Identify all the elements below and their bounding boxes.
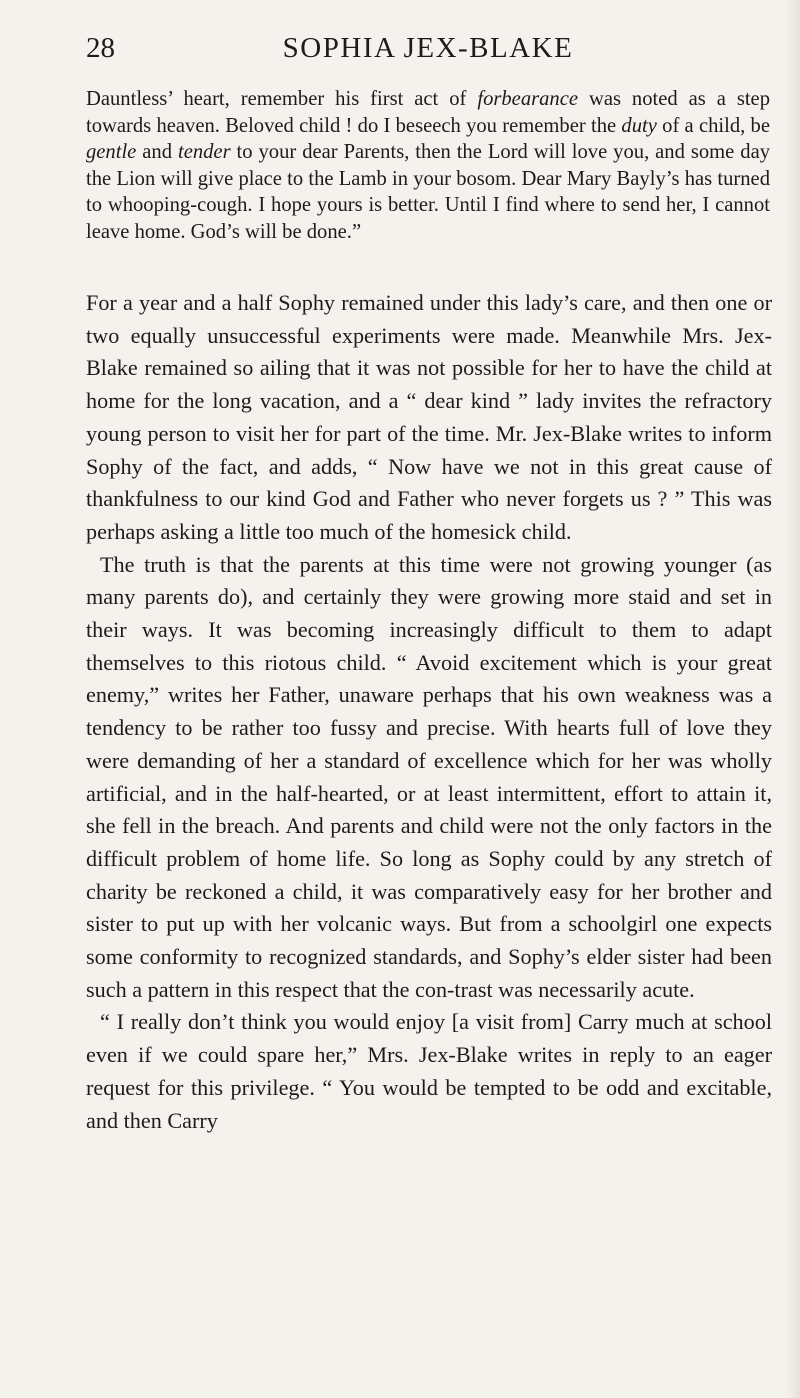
letter-emphasis: gentle [86,141,137,164]
quoted-letter [86,86,770,246]
running-head: SOPHIA JEX-BLAKE [282,32,574,64]
letter-text: was noted as a step towards heaven. Beloved child ! do I beseech you remember the [86,88,770,137]
letter-emphasis: duty [621,114,657,137]
body-paragraph: “ I really don’t think you would enjoy [a visit from] Carry much at school even if we could spare her,” Mrs. Jex-Blake writes in reply to an eager request for this privilege. “ You would be tempted to be odd and excitable, and then Carry [86,1009,772,1133]
body-text [86,287,772,1137]
letter-text: to your dear Parents, then the Lord will love you, and some day the Lion will give place to the Lamb in your bosom. Dear Mary Bayly’s has turned to whooping-cough. I hope yours is better. Until I find where to send her, I cannot leave home. God’s will be done.” [86,141,771,243]
page-number: 28 [86,32,115,64]
letter-emphasis: tender [177,141,231,164]
letter-paragraph [86,86,770,246]
letter-text: and [136,141,178,164]
body-paragraph: The truth is that the parents at this time were not growing younger (as many parents do), and certainly they were growing more staid and set in their ways. It was becoming increasingly difficult to them to adapt themselves to this riotous child. “ Avoid excitement which is your great enemy,” writes her Father, unaware perhaps that his own weakness was a tendency to be rather too fussy and precise. With hearts full of love they were demanding of her a standard of excellence which for her was wholly artificial, and in the half-hearted, or at least intermittent, effort to attain it, she fell in the breach. And parents and child were not the only factors in the difficult problem of home life. So long as Sophy could by any stretch of charity be reckoned a child, it was comparatively easy for her brother and sister to put up with her volcanic ways. But from a schoolgirl one expects some conformity to recognized standards, and Sophy’s elder sister had been such a pattern in this respect that the con-trast was necessarily acute. [86,551,772,1002]
page-edge-shadow [786,0,800,1398]
body-paragraph: For a year and a half Sophy remained under this lady’s care, and then one or two equally unsuccessful experiments were made. Meanwhile Mrs. Jex-Blake remained so ailing that it was not possible for her to have the child at home for the long vacation, and a “ dear kind ” lady invites the refractory young person to visit her for part of the time. Mr. Jex-Blake writes to inform Sophy of the fact, and adds, “ Now have we not in this great cause of thankfulness to our kind God and Father who never forgets us ? ” This was perhaps asking a little too much of the homesick child. [86,290,772,544]
letter-text: Dauntless’ heart, remember his first act of [86,88,478,110]
page-header [86,30,770,70]
letter-emphasis: forbearance [477,88,578,110]
letter-text: of a child, be [656,114,770,137]
